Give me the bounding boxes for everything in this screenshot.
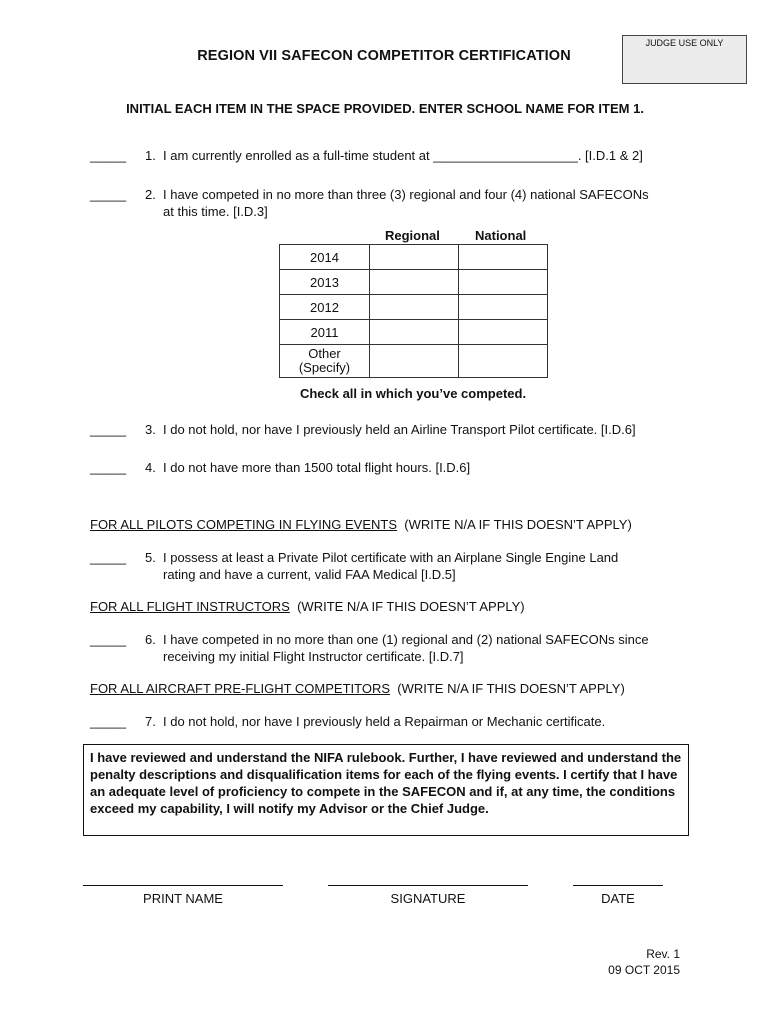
section-title: FOR ALL AIRCRAFT PRE-FLIGHT COMPETITORS (90, 681, 391, 696)
judge-use-only-label: JUDGE USE ONLY (645, 38, 724, 48)
national-checkbox-cell[interactable] (459, 320, 548, 345)
item-text-continued: receiving my initial Flight Instructor certificate. [I.D.7] (163, 649, 464, 664)
section-heading-preflight (90, 681, 625, 696)
section-title: FOR ALL PILOTS COMPETING IN FLYING EVENTS (90, 517, 398, 532)
item-4 (145, 459, 705, 476)
instructions: INITIAL EACH ITEM IN THE SPACE PROVIDED. ENTER SCHOOL NAME FOR ITEM 1. (126, 101, 644, 116)
item-text: I have competed in no more than three (3) regional and four (4) national SAFECONs (163, 187, 649, 202)
section-note: (WRITE N/A IF THIS DOESN’T APPLY) (404, 517, 632, 532)
item-text-continued: rating and have a current, valid FAA Medical [I.D.5] (163, 567, 456, 582)
item-number: 7. (145, 714, 156, 729)
table-row (280, 320, 548, 345)
regional-checkbox-cell[interactable] (370, 245, 459, 270)
item-text: I do not hold, nor have I previously held a Repairman or Mechanic certificate. (163, 714, 606, 729)
item-number: 1. (145, 148, 156, 163)
regional-checkbox-cell[interactable] (370, 345, 459, 378)
page-title: REGION VII SAFECON COMPETITOR CERTIFICATION (197, 48, 571, 64)
national-checkbox-cell[interactable] (459, 345, 548, 378)
item-text: I do not hold, nor have I previously held an Airline Transport Pilot certificate. [I.D.6] (163, 422, 636, 437)
signature-line[interactable] (328, 885, 528, 886)
table-row-other (280, 345, 548, 378)
table-row (280, 270, 548, 295)
year-cell: 2012 (280, 295, 370, 320)
initial-blank-6[interactable]: _____ (90, 632, 127, 647)
print-name-line[interactable] (83, 885, 283, 886)
initial-blank-5[interactable]: _____ (90, 550, 127, 565)
item-text: I have competed in no more than one (1) regional and (2) national SAFECONs since (163, 632, 649, 647)
item-text: I possess at least a Private Pilot certificate with an Airplane Single Engine Land (163, 550, 619, 565)
other-label: Other (308, 346, 341, 361)
initial-blank-1[interactable]: _____ (90, 148, 127, 163)
column-header-national: National (475, 228, 527, 243)
signature-label: SIGNATURE (390, 891, 466, 906)
column-header-regional: Regional (385, 228, 440, 243)
section-note: (WRITE N/A IF THIS DOESN’T APPLY) (397, 681, 625, 696)
item-7 (145, 713, 705, 730)
table-row (280, 295, 548, 320)
national-checkbox-cell[interactable] (459, 245, 548, 270)
item-text: I am currently enrolled as a full-time student at ____________________. [I.D.1 & 2] (163, 148, 643, 163)
section-note: (WRITE N/A IF THIS DOESN’T APPLY) (297, 599, 525, 614)
date-label: DATE (601, 891, 635, 906)
item-text: I do not have more than 1500 total flight hours. [I.D.6] (163, 460, 471, 475)
regional-checkbox-cell[interactable] (370, 270, 459, 295)
initial-blank-7[interactable]: _____ (90, 714, 127, 729)
item-5 (145, 549, 705, 583)
year-cell: 2013 (280, 270, 370, 295)
initial-blank-2[interactable]: _____ (90, 187, 127, 202)
item-text-continued: at this time. [I.D.3] (163, 204, 268, 219)
item-number: 3. (145, 422, 156, 437)
revision-date: 09 OCT 2015 (608, 963, 680, 977)
national-checkbox-cell[interactable] (459, 270, 548, 295)
national-checkbox-cell[interactable] (459, 295, 548, 320)
section-heading-instructors (90, 599, 525, 614)
judge-use-only-box (622, 35, 747, 84)
certification-statement: I have reviewed and understand the NIFA rulebook. Further, I have reviewed and understand the penalty descriptions and disqualification items for each of the flying events. I certify that I have an adequate level of proficiency to compete in the SAFECON and if, at any time, the conditions exceed my capability, I will notify my Advisor or the Chief Judge. (83, 744, 689, 836)
table-caption: Check all in which you’ve competed. (299, 386, 527, 401)
section-heading-pilots (90, 517, 632, 532)
revision-info (608, 946, 680, 978)
item-number: 2. (145, 187, 156, 202)
item-2 (145, 186, 705, 220)
year-cell: 2014 (280, 245, 370, 270)
item-3 (145, 421, 705, 438)
regional-checkbox-cell[interactable] (370, 320, 459, 345)
date-line[interactable] (573, 885, 663, 886)
initial-blank-3[interactable]: _____ (90, 422, 127, 437)
other-specify-cell (280, 345, 370, 378)
print-name-label: PRINT NAME (143, 891, 223, 906)
section-title: FOR ALL FLIGHT INSTRUCTORS (90, 599, 290, 614)
item-1 (145, 147, 705, 164)
competition-table (279, 244, 548, 378)
initial-blank-4[interactable]: _____ (90, 460, 127, 475)
item-number: 5. (145, 550, 156, 565)
item-number: 6. (145, 632, 156, 647)
item-6 (145, 631, 705, 665)
item-number: 4. (145, 460, 156, 475)
table-row (280, 245, 548, 270)
year-cell: 2011 (280, 320, 370, 345)
revision-number: Rev. 1 (646, 947, 680, 961)
specify-label: (Specify) (298, 360, 351, 375)
regional-checkbox-cell[interactable] (370, 295, 459, 320)
